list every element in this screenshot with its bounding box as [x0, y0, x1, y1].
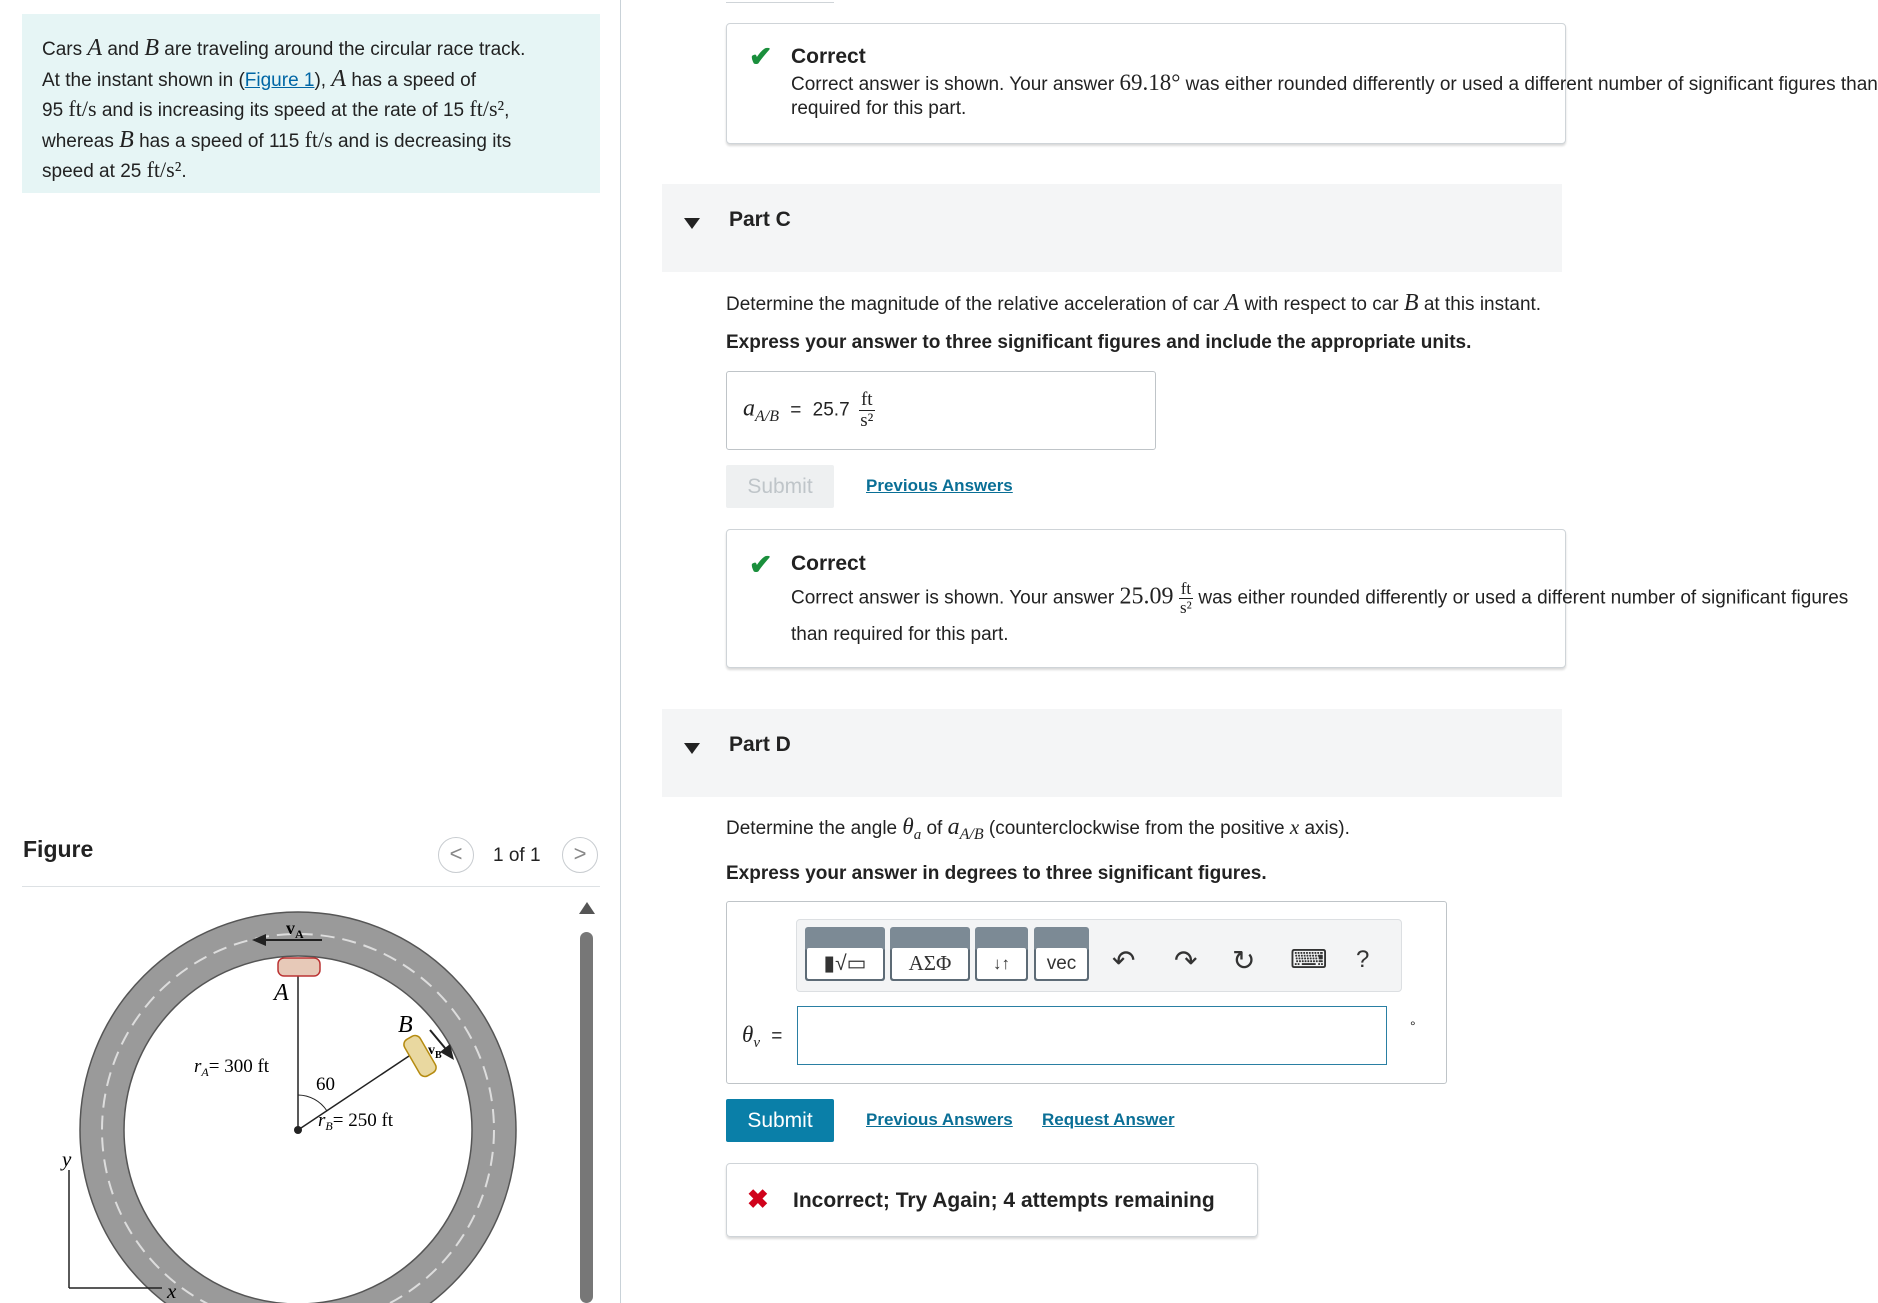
label-angle: 60 — [316, 1074, 335, 1095]
next-figure-button[interactable]: > — [562, 837, 598, 873]
center-point — [294, 1126, 302, 1134]
feedback-text: required for this part. — [791, 98, 967, 119]
car-a — [278, 958, 320, 976]
part-c-label: Part C — [729, 208, 791, 231]
pane-divider[interactable] — [620, 0, 621, 1303]
var-b: B — [119, 126, 134, 153]
help-icon[interactable]: ? — [1356, 946, 1370, 973]
part-d-feedback — [726, 1163, 1258, 1237]
label-ra: $r_A= 300$ ft — [194, 1056, 270, 1079]
keyboard-icon[interactable]: ⌨ — [1290, 944, 1328, 974]
part-c-question: Determine the magnitude of the relative acceleration of car A with respect to car B at this instant. — [726, 290, 1542, 316]
var-a: A — [87, 35, 103, 61]
vector-button[interactable]: vec — [1034, 927, 1089, 981]
degree-unit: ° — [1410, 1018, 1416, 1034]
redo-icon[interactable]: ↷ — [1174, 945, 1198, 976]
figure-title: Figure — [23, 836, 94, 862]
unit: ft/s — [304, 126, 333, 152]
problem-text: and is increasing its speed at the rate of — [101, 100, 438, 121]
part-d-header[interactable] — [662, 709, 1562, 797]
request-answer-link[interactable]: Request Answer — [1042, 1110, 1175, 1129]
part-b-feedback — [726, 23, 1878, 144]
undo-icon[interactable]: ↶ — [1112, 945, 1136, 976]
feedback-text: Correct answer is shown. Your answer 25.09 $\frac{ft}{\text{s²}}$ was either rounded differently or used a different number of significant figures — [791, 579, 1849, 617]
label-vb: $v_B$ — [428, 1043, 442, 1061]
part-d-instruction: Express your answer in degrees to three significant figures. — [726, 863, 1267, 884]
problem-text: whereas — [42, 130, 114, 152]
collapse-triangle-icon[interactable] — [684, 743, 700, 754]
unit: ft/s² — [146, 157, 182, 182]
problem-text: and is decreasing its — [337, 130, 512, 152]
speed-a: 95 — [42, 100, 64, 121]
label-b: B — [398, 1012, 413, 1038]
greek-symbols-button[interactable]: ΑΣΦ — [890, 927, 970, 981]
label-rb: $r_B= 250$ ft — [318, 1110, 394, 1133]
label-x: x — [167, 1279, 177, 1303]
part-d-submit-button[interactable]: Submit — [726, 1099, 834, 1142]
incorrect-text: Incorrect; Try Again; 4 attempts remaining — [793, 1189, 1215, 1212]
check-icon: ✔ — [749, 41, 773, 72]
problem-text: Cars — [42, 39, 83, 60]
unit: ft/s² — [469, 96, 505, 121]
part-d-label: Part D — [729, 733, 791, 756]
part-c-previous-answers-link[interactable]: Previous Answers — [866, 476, 1013, 495]
unit: ft/s — [68, 96, 97, 121]
problem-text: are traveling around the circular race track. — [164, 39, 526, 60]
part-c-instruction: Express your answer to three significant figures and include the appropriate units. — [726, 332, 1472, 353]
figure-scrollbar-thumb[interactable] — [580, 932, 593, 1303]
clipped-button — [726, 0, 834, 3]
collapse-triangle-icon[interactable] — [684, 218, 700, 229]
problem-text: has a speed of — [139, 130, 264, 152]
race-track-figure — [22, 900, 572, 1303]
problem-text: and — [107, 39, 140, 60]
accel-b: 25 — [120, 161, 142, 182]
reset-icon[interactable]: ↻ — [1232, 945, 1256, 976]
templates-button[interactable]: ▮√▭ — [805, 927, 885, 981]
label-y: y — [62, 1147, 72, 1171]
check-icon: ✔ — [749, 549, 773, 580]
feedback-text: Correct answer is shown. Your answer 69.18° was either rounded differently or used a different number of significant figures than — [791, 70, 1878, 95]
accel-a: 15 — [442, 100, 465, 121]
var-b: B — [144, 35, 160, 61]
problem-statement: Cars A and B are traveling around the circular race track. At the instant shown in (Figure 1), A has a speed of 95 ft/s and is increasing its speed at the rate of 15 ft/s², whereas B has a speed of 115 ft/s and is decreasing its speed at 25 ft/s². — [22, 14, 600, 193]
feedback-text: than required for this part. — [791, 624, 1009, 645]
problem-text: ), — [314, 69, 327, 91]
problem-text: has a speed of — [351, 69, 476, 91]
var-a: A — [331, 65, 347, 92]
incorrect-icon: ✖ — [747, 1184, 769, 1214]
feedback-title: Correct — [791, 552, 866, 575]
part-c-header[interactable] — [662, 184, 1562, 272]
theta-input[interactable] — [797, 1006, 1387, 1065]
figure-pager: 1 of 1 — [493, 845, 541, 866]
part-d-previous-answers-link[interactable]: Previous Answers — [866, 1110, 1013, 1129]
figure-divider — [22, 886, 600, 887]
part-c-answer-box — [726, 371, 1156, 450]
feedback-title: Correct — [791, 45, 866, 68]
arrows-button[interactable]: ↓↑ — [975, 927, 1028, 981]
label-a: A — [274, 980, 289, 1006]
prev-figure-button[interactable]: < — [438, 837, 474, 873]
problem-text: speed at — [42, 161, 115, 182]
theta-label: $\theta_v$ = — [742, 1022, 783, 1051]
part-c-feedback — [726, 529, 1849, 668]
figure-link[interactable]: Figure 1 — [244, 69, 315, 91]
label-va: $v_A$ — [286, 918, 304, 941]
speed-b: 115 — [269, 130, 300, 152]
part-d-question: Determine the angle $\theta_a$ of $a_{A/B}$ (counterclockwise from the positive x axis). — [726, 814, 1350, 843]
part-c-submit-button[interactable]: Submit — [726, 465, 834, 508]
scroll-up-icon[interactable] — [579, 902, 595, 914]
part-c-answer: $a_{A/B} = 25.7$ $\frac{ft}{\text{s²}}$ — [743, 389, 874, 431]
problem-text: At the instant shown in ( — [42, 69, 245, 91]
